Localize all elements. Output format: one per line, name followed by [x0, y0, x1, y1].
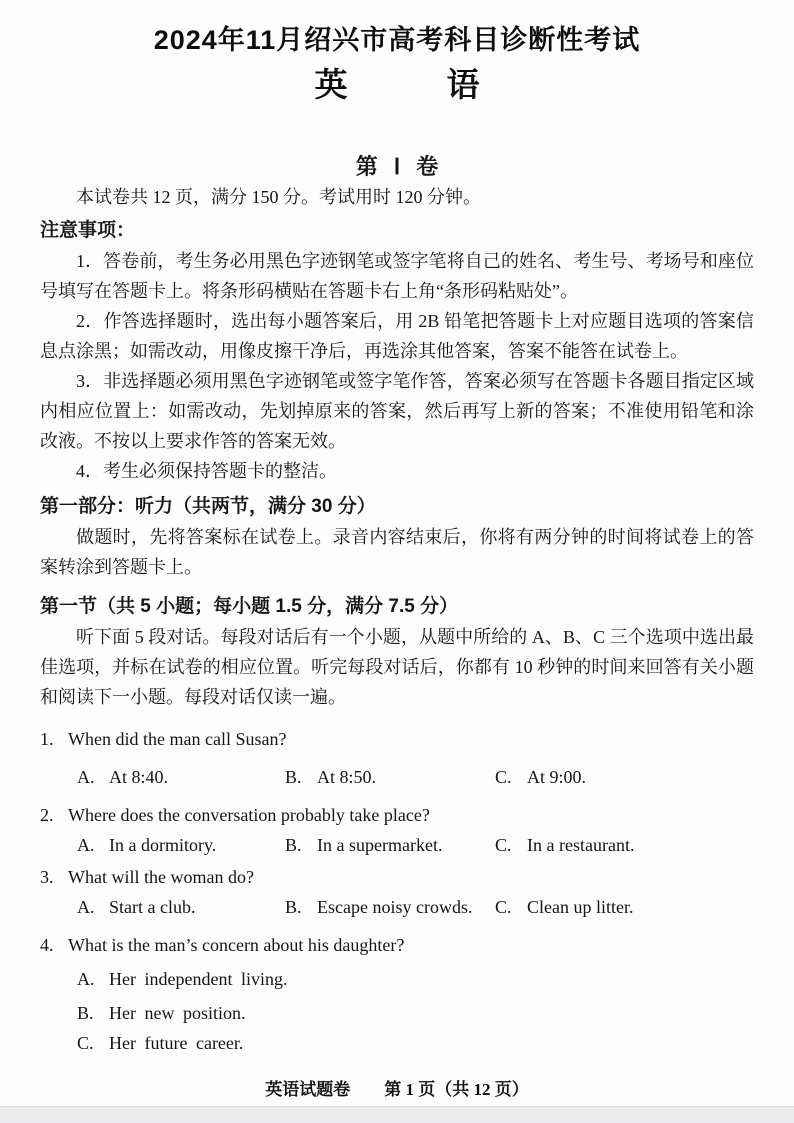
question-line — [40, 724, 754, 754]
question-text: When did the man call Susan? — [68, 729, 287, 749]
question-text: What will the woman do? — [68, 867, 254, 887]
options-row — [40, 830, 754, 860]
question-block — [40, 862, 754, 922]
question-text: What is the man’s concern about his daughter? — [68, 935, 405, 955]
section1-instructions: 听下面 5 段对话。每段对话后有一个小题，从题中所给的 A、B、C 三个选项中选出最佳选项，并标在试卷的相应位置。听完每段对话后，你都有 10 秒钟的时间来回答有关小题和阅读下一小题。每段对话仅读一遍。 — [40, 627, 754, 707]
option-text: Clean up litter. — [527, 897, 634, 917]
question-text: Where does the conversation probably take place? — [68, 805, 430, 825]
options-row — [40, 762, 754, 792]
option-label: C. — [77, 1033, 94, 1053]
option-label: B. — [285, 767, 302, 787]
option-label: A. — [77, 835, 95, 855]
option-b — [40, 998, 754, 1028]
subject-line — [40, 64, 754, 106]
note-item: 4．考生必须保持答题卡的整洁。 — [76, 461, 337, 481]
option-text: In a supermarket. — [317, 835, 443, 855]
question-line — [40, 930, 754, 960]
exam-info: 本试卷共 12 页，满分 150 分。考试用时 120 分钟。 — [76, 187, 481, 207]
subject-char-second: 语 — [446, 66, 480, 103]
question-line — [40, 862, 754, 892]
option-b — [285, 762, 495, 792]
option-label: C. — [495, 835, 512, 855]
question-number: 3. — [40, 867, 54, 887]
scan-bottom-edge — [0, 1106, 794, 1123]
footer-page-label: 第 1 页（共 12 页） — [384, 1080, 529, 1099]
option-a — [40, 964, 754, 994]
option-text: At 8:50. — [317, 767, 377, 787]
option-text: Her future career. — [109, 1033, 244, 1053]
option-text: Her new position. — [109, 1003, 246, 1023]
option-a — [77, 892, 285, 922]
option-text: At 9:00. — [527, 767, 587, 787]
option-text: At 8:40. — [109, 767, 169, 787]
option-text: Start a club. — [109, 897, 196, 917]
option-text: In a restaurant. — [527, 835, 635, 855]
option-c — [495, 892, 754, 922]
option-text: In a dormitory. — [109, 835, 217, 855]
option-label: C. — [495, 767, 512, 787]
question-block — [40, 930, 754, 1058]
question-number: 2. — [40, 805, 54, 825]
option-a — [77, 762, 285, 792]
page-title: 2024年11月绍兴市高考科目诊断性考试 — [153, 25, 641, 55]
option-label: A. — [77, 767, 95, 787]
option-label: C. — [495, 897, 512, 917]
note-item: 2．作答选择题时，选出每小题答案后，用 2B 铅笔把答题卡上对应题目选项的答案信息点涂黑；如需改动，用像皮擦干净后，再选涂其他答案，答案不能答在试卷上。 — [40, 311, 754, 361]
option-c — [495, 830, 754, 860]
option-label: B. — [77, 1003, 94, 1023]
part1-instructions: 做题时，先将答案标在试卷上。录音内容结束后，你将有两分钟的时间将试卷上的答案转涂到答题卡上。 — [40, 527, 754, 577]
option-label: A. — [77, 897, 95, 917]
subject-char-first: 英 — [314, 66, 348, 103]
question-number: 4. — [40, 935, 54, 955]
page-footer — [0, 1078, 794, 1102]
question-block — [40, 800, 754, 860]
options-row — [40, 892, 754, 922]
option-text: Escape noisy crowds. — [317, 897, 473, 917]
option-c — [495, 762, 754, 792]
part1-heading: 第一部分：听力（共两节，满分 30 分） — [40, 496, 376, 517]
note-item: 1．答卷前，考生务必用黑色字迹钢笔或签字笔将自己的姓名、考生号、考场号和座位号填写在答题卡上。将条形码横贴在答题卡右上角“条形码粘贴处”。 — [40, 251, 754, 301]
note-item: 3．非选择题必须用黑色字迹钢笔或签字笔作答，答案必须写在答题卡各题目指定区域内相应位置上：如需改动，先划掉原来的答案，然后再写上新的答案；不准使用铅笔和涂改液。不按以上要求作答的答案无效。 — [40, 371, 754, 451]
question-block — [40, 724, 754, 792]
volume-heading: 第Ⅰ卷 — [355, 154, 455, 179]
footer-doc-label: 英语试题卷 — [265, 1080, 351, 1099]
question-line — [40, 800, 754, 830]
notes-heading: 注意事项： — [40, 220, 136, 241]
option-b — [285, 830, 495, 860]
question-number: 1. — [40, 729, 54, 749]
option-label: B. — [285, 897, 302, 917]
option-text: Her independent living. — [109, 969, 288, 989]
option-c — [40, 1028, 754, 1058]
option-label: A. — [77, 969, 95, 989]
option-label: B. — [285, 835, 302, 855]
section1-heading: 第一节（共 5 小题；每小题 1.5 分，满分 7.5 分） — [40, 596, 459, 617]
option-b — [285, 892, 495, 922]
option-a — [77, 830, 285, 860]
